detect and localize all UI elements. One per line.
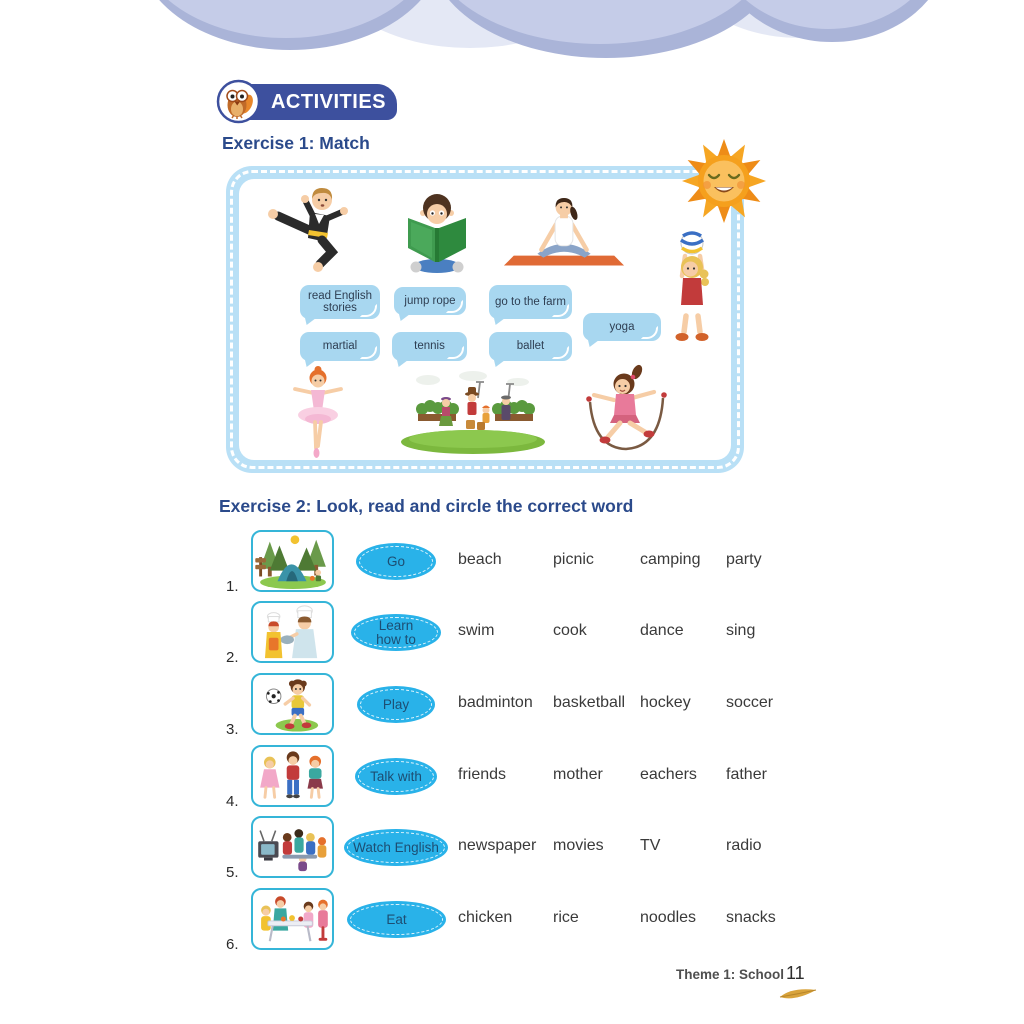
yoga-woman-illustration[interactable] bbox=[500, 196, 628, 272]
match-label-yoga[interactable]: yoga bbox=[583, 313, 661, 341]
option-word[interactable]: sing bbox=[726, 622, 756, 639]
verb-oval-play: Play bbox=[357, 686, 435, 723]
camping-illustration bbox=[254, 532, 332, 590]
option-word[interactable]: picnic bbox=[553, 551, 594, 568]
girl-jumping-rope-illustration[interactable] bbox=[578, 360, 673, 455]
match-label-ballet[interactable]: ballet bbox=[489, 332, 572, 361]
option-word[interactable]: cook bbox=[553, 622, 587, 639]
children-talking-illustration bbox=[254, 747, 332, 805]
row-number: 5. bbox=[226, 864, 239, 881]
exercise2-row-5 bbox=[0, 816, 1024, 879]
row-number: 2. bbox=[226, 649, 239, 666]
match-label-tennis[interactable]: tennis bbox=[392, 332, 467, 361]
option-word[interactable]: snacks bbox=[726, 909, 776, 926]
exercise2-row-1 bbox=[0, 530, 1024, 593]
cooking-illustration-box bbox=[251, 601, 334, 663]
cloud-decoration bbox=[0, 0, 1024, 64]
owl-icon bbox=[216, 79, 261, 124]
activities-label: ACTIVITIES bbox=[270, 90, 386, 113]
exercise1-box bbox=[226, 166, 744, 473]
option-word[interactable]: newspaper bbox=[458, 837, 537, 854]
option-word[interactable]: swim bbox=[458, 622, 495, 639]
option-word[interactable]: camping bbox=[640, 551, 701, 568]
verb-oval-eat: Eat bbox=[347, 901, 446, 938]
option-word[interactable]: father bbox=[726, 766, 767, 783]
option-word[interactable]: basketball bbox=[553, 694, 626, 711]
option-word[interactable]: TV bbox=[640, 837, 661, 854]
option-word[interactable]: party bbox=[726, 551, 762, 568]
match-label-go-to-the-farm[interactable]: go to the farm bbox=[489, 285, 572, 319]
camping-illustration-box bbox=[251, 530, 334, 592]
row-number: 3. bbox=[226, 721, 239, 738]
option-word[interactable]: radio bbox=[726, 837, 762, 854]
boy-reading-illustration[interactable] bbox=[398, 192, 476, 276]
exercise2-row-4 bbox=[0, 745, 1024, 808]
exercise2-title: Exercise 2: Look, read and circle the correct word bbox=[219, 496, 634, 516]
footer-theme-label: Theme 1: School bbox=[676, 967, 785, 982]
verb-oval-watch-english: Watch English bbox=[344, 829, 448, 866]
match-label-martial[interactable]: martial bbox=[300, 332, 380, 361]
verb-oval-learn-how-to: Learn how to bbox=[351, 614, 441, 651]
smiling-sun-icon bbox=[679, 136, 769, 226]
volleyball-girl-illustration[interactable] bbox=[658, 230, 728, 344]
option-word[interactable]: badminton bbox=[458, 694, 533, 711]
exercise2-row-3 bbox=[0, 673, 1024, 736]
exercise2-row-2 bbox=[0, 601, 1024, 664]
option-word[interactable]: rice bbox=[553, 909, 579, 926]
option-word[interactable]: soccer bbox=[726, 694, 774, 711]
option-word[interactable]: beach bbox=[458, 551, 502, 568]
match-label-read-english-stories[interactable]: read English stories bbox=[300, 285, 380, 319]
exercise2-row-6 bbox=[0, 888, 1024, 951]
option-word[interactable]: mother bbox=[553, 766, 603, 783]
soccer-boy-illustration bbox=[254, 675, 332, 733]
option-word[interactable]: eachers bbox=[640, 766, 697, 783]
row-number: 6. bbox=[226, 936, 239, 953]
option-word[interactable]: noodles bbox=[640, 909, 697, 926]
leaf-icon bbox=[778, 985, 818, 1001]
row-number: 1. bbox=[226, 578, 239, 595]
match-label-jump-rope[interactable]: jump rope bbox=[394, 287, 466, 315]
option-word[interactable]: friends bbox=[458, 766, 507, 783]
option-word[interactable]: dance bbox=[640, 622, 684, 639]
family-farming-illustration[interactable] bbox=[398, 370, 548, 456]
option-word[interactable]: movies bbox=[553, 837, 604, 854]
children-eating-illustration bbox=[254, 890, 332, 948]
watching-tv-illustration-box bbox=[251, 816, 334, 878]
karate-kid-illustration[interactable] bbox=[262, 186, 362, 278]
ballerina-illustration[interactable] bbox=[283, 366, 353, 462]
verb-oval-talk-with: Talk with bbox=[355, 758, 437, 795]
exercise1-title: Exercise 1: Match bbox=[222, 133, 370, 153]
verb-oval-go: Go bbox=[356, 543, 436, 580]
children-watching-tv-illustration bbox=[254, 818, 332, 876]
footer-page-number: 11 bbox=[786, 963, 805, 983]
option-word[interactable]: hockey bbox=[640, 694, 691, 711]
cooking-illustration bbox=[254, 603, 332, 661]
soccer-illustration-box bbox=[251, 673, 334, 735]
eating-illustration-box bbox=[251, 888, 334, 950]
option-word[interactable]: chicken bbox=[458, 909, 513, 926]
talking-illustration-box bbox=[251, 745, 334, 807]
row-number: 4. bbox=[226, 793, 239, 810]
